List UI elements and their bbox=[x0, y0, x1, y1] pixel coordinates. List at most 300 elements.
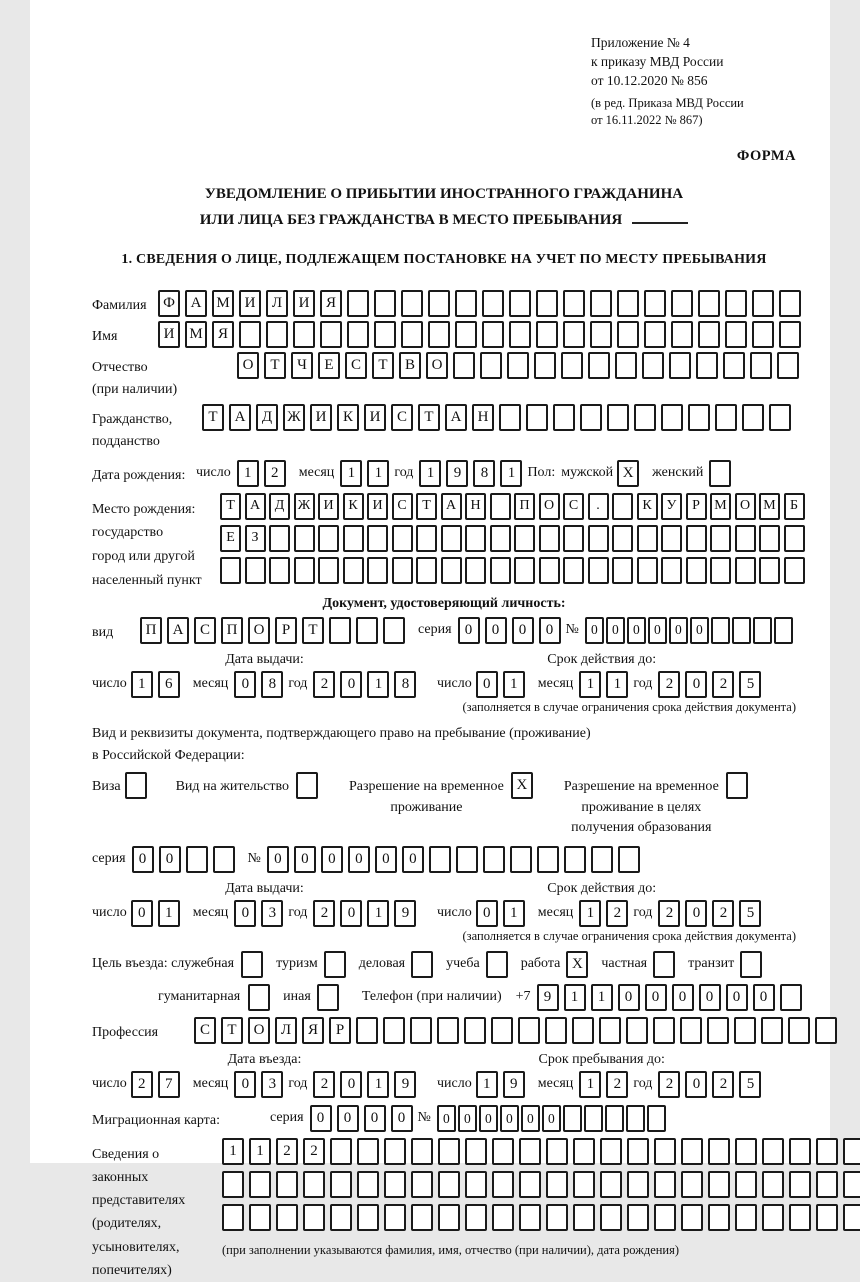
char-box[interactable] bbox=[605, 1105, 624, 1132]
char-box[interactable] bbox=[276, 1171, 298, 1198]
char-box[interactable]: 1 bbox=[367, 671, 389, 698]
male-checkbox[interactable]: X bbox=[617, 460, 639, 487]
char-box[interactable]: 0 bbox=[685, 671, 707, 698]
entry-day-boxes[interactable] bbox=[131, 1071, 185, 1098]
char-box[interactable]: И bbox=[293, 290, 315, 317]
char-box[interactable]: 0 bbox=[131, 900, 153, 927]
char-box[interactable]: Е bbox=[220, 525, 241, 552]
char-box[interactable] bbox=[680, 1017, 702, 1044]
char-box[interactable] bbox=[708, 1204, 730, 1231]
char-box[interactable]: 0 bbox=[669, 617, 688, 644]
char-box[interactable] bbox=[769, 404, 791, 431]
char-box[interactable] bbox=[347, 290, 369, 317]
char-box[interactable] bbox=[384, 1138, 406, 1165]
char-box[interactable]: 0 bbox=[618, 984, 640, 1011]
char-box[interactable] bbox=[612, 525, 633, 552]
char-box[interactable]: М bbox=[759, 493, 780, 520]
char-box[interactable]: 2 bbox=[658, 1071, 680, 1098]
char-box[interactable] bbox=[539, 525, 560, 552]
char-box[interactable] bbox=[356, 617, 378, 644]
char-box[interactable] bbox=[465, 1138, 487, 1165]
char-box[interactable] bbox=[526, 404, 548, 431]
char-box[interactable]: Л bbox=[266, 290, 288, 317]
char-box[interactable]: 2 bbox=[264, 460, 286, 487]
char-box[interactable]: 0 bbox=[648, 617, 667, 644]
char-box[interactable]: 1 bbox=[419, 460, 441, 487]
resdoc-issue-month[interactable] bbox=[234, 900, 288, 927]
char-box[interactable] bbox=[330, 1204, 352, 1231]
char-box[interactable]: 2 bbox=[658, 900, 680, 927]
char-box[interactable]: Т bbox=[372, 352, 394, 379]
char-box[interactable]: И bbox=[310, 404, 332, 431]
birthplace-line3-boxes[interactable] bbox=[220, 557, 808, 584]
char-box[interactable] bbox=[374, 290, 396, 317]
char-box[interactable] bbox=[411, 1171, 433, 1198]
char-box[interactable] bbox=[245, 557, 266, 584]
char-box[interactable] bbox=[653, 1017, 675, 1044]
char-box[interactable] bbox=[647, 1105, 666, 1132]
char-box[interactable]: 0 bbox=[458, 617, 480, 644]
resdoc-number-boxes[interactable] bbox=[267, 846, 645, 873]
char-box[interactable] bbox=[563, 557, 584, 584]
char-box[interactable] bbox=[545, 1017, 567, 1044]
char-box[interactable] bbox=[303, 1171, 325, 1198]
char-box[interactable] bbox=[572, 1017, 594, 1044]
char-box[interactable] bbox=[642, 352, 664, 379]
char-box[interactable]: 9 bbox=[503, 1071, 525, 1098]
char-box[interactable]: 0 bbox=[539, 617, 561, 644]
char-box[interactable] bbox=[561, 352, 583, 379]
char-box[interactable] bbox=[671, 321, 693, 348]
resdoc-series-boxes[interactable] bbox=[132, 846, 240, 873]
char-box[interactable]: Е bbox=[318, 352, 340, 379]
char-box[interactable] bbox=[347, 321, 369, 348]
char-box[interactable] bbox=[490, 525, 511, 552]
char-box[interactable]: З bbox=[245, 525, 266, 552]
char-box[interactable] bbox=[367, 525, 388, 552]
char-box[interactable] bbox=[789, 1171, 811, 1198]
char-box[interactable] bbox=[441, 557, 462, 584]
char-box[interactable]: 5 bbox=[739, 1071, 761, 1098]
char-box[interactable]: 0 bbox=[726, 984, 748, 1011]
char-box[interactable] bbox=[428, 290, 450, 317]
char-box[interactable]: И bbox=[239, 290, 261, 317]
iddoc-valid-month[interactable] bbox=[579, 671, 633, 698]
char-box[interactable] bbox=[753, 617, 772, 644]
char-box[interactable]: Ж bbox=[283, 404, 305, 431]
char-box[interactable] bbox=[514, 525, 535, 552]
char-box[interactable] bbox=[383, 617, 405, 644]
char-box[interactable] bbox=[465, 1171, 487, 1198]
char-box[interactable]: 0 bbox=[310, 1105, 332, 1132]
iddoc-issue-month[interactable] bbox=[234, 671, 288, 698]
char-box[interactable] bbox=[612, 493, 633, 520]
char-box[interactable]: 5 bbox=[739, 900, 761, 927]
char-box[interactable] bbox=[546, 1204, 568, 1231]
char-box[interactable] bbox=[686, 525, 707, 552]
char-box[interactable]: 8 bbox=[473, 460, 495, 487]
char-box[interactable] bbox=[438, 1138, 460, 1165]
char-box[interactable] bbox=[627, 1171, 649, 1198]
char-box[interactable] bbox=[843, 1171, 860, 1198]
char-box[interactable]: Н bbox=[465, 493, 486, 520]
char-box[interactable]: Л bbox=[275, 1017, 297, 1044]
char-box[interactable]: К bbox=[343, 493, 364, 520]
char-box[interactable]: Б bbox=[784, 493, 805, 520]
char-box[interactable] bbox=[384, 1204, 406, 1231]
char-box[interactable] bbox=[490, 557, 511, 584]
char-box[interactable]: 1 bbox=[591, 984, 613, 1011]
char-box[interactable] bbox=[789, 1204, 811, 1231]
rvp-checkbox[interactable]: X bbox=[511, 772, 533, 799]
char-box[interactable] bbox=[294, 557, 315, 584]
char-box[interactable]: 5 bbox=[739, 671, 761, 698]
char-box[interactable] bbox=[249, 1204, 271, 1231]
char-box[interactable]: 8 bbox=[394, 671, 416, 698]
firstname-boxes[interactable] bbox=[158, 321, 806, 348]
char-box[interactable] bbox=[843, 1204, 860, 1231]
representatives-line3-boxes[interactable] bbox=[222, 1204, 860, 1231]
birthplace-line1-boxes[interactable] bbox=[220, 493, 808, 520]
char-box[interactable] bbox=[626, 1017, 648, 1044]
char-box[interactable] bbox=[780, 984, 802, 1011]
char-box[interactable] bbox=[416, 557, 437, 584]
char-box[interactable]: . bbox=[588, 493, 609, 520]
char-box[interactable]: Д bbox=[256, 404, 278, 431]
char-box[interactable] bbox=[698, 290, 720, 317]
char-box[interactable]: 0 bbox=[485, 617, 507, 644]
char-box[interactable] bbox=[752, 290, 774, 317]
char-box[interactable] bbox=[734, 1017, 756, 1044]
char-box[interactable] bbox=[429, 846, 451, 873]
char-box[interactable] bbox=[455, 290, 477, 317]
char-box[interactable]: 2 bbox=[712, 900, 734, 927]
char-box[interactable] bbox=[455, 321, 477, 348]
char-box[interactable] bbox=[320, 321, 342, 348]
char-box[interactable] bbox=[681, 1138, 703, 1165]
char-box[interactable]: 0 bbox=[364, 1105, 386, 1132]
char-box[interactable]: 1 bbox=[222, 1138, 244, 1165]
char-box[interactable] bbox=[492, 1138, 514, 1165]
resdoc-issue-day[interactable] bbox=[131, 900, 185, 927]
char-box[interactable]: Т bbox=[221, 1017, 243, 1044]
char-box[interactable]: С bbox=[563, 493, 584, 520]
char-box[interactable]: 0 bbox=[437, 1105, 456, 1132]
char-box[interactable] bbox=[710, 525, 731, 552]
char-box[interactable] bbox=[725, 321, 747, 348]
representatives-line1-boxes[interactable] bbox=[222, 1138, 860, 1165]
char-box[interactable] bbox=[509, 290, 531, 317]
char-box[interactable]: 9 bbox=[394, 1071, 416, 1098]
char-box[interactable]: 2 bbox=[313, 900, 335, 927]
residence-permit-checkbox[interactable] bbox=[296, 772, 318, 799]
char-box[interactable] bbox=[491, 1017, 513, 1044]
char-box[interactable]: 0 bbox=[690, 617, 709, 644]
char-box[interactable]: 6 bbox=[158, 671, 180, 698]
char-box[interactable] bbox=[356, 1017, 378, 1044]
char-box[interactable] bbox=[269, 525, 290, 552]
char-box[interactable]: 1 bbox=[500, 460, 522, 487]
char-box[interactable]: К bbox=[337, 404, 359, 431]
char-box[interactable]: 0 bbox=[672, 984, 694, 1011]
char-box[interactable] bbox=[708, 1138, 730, 1165]
char-box[interactable]: 2 bbox=[606, 1071, 628, 1098]
char-box[interactable]: М bbox=[185, 321, 207, 348]
char-box[interactable] bbox=[573, 1171, 595, 1198]
char-box[interactable] bbox=[637, 525, 658, 552]
char-box[interactable] bbox=[534, 352, 556, 379]
char-box[interactable] bbox=[464, 1017, 486, 1044]
char-box[interactable]: А bbox=[441, 493, 462, 520]
char-box[interactable] bbox=[762, 1171, 784, 1198]
char-box[interactable] bbox=[374, 321, 396, 348]
char-box[interactable] bbox=[681, 1171, 703, 1198]
char-box[interactable]: 0 bbox=[699, 984, 721, 1011]
char-box[interactable] bbox=[510, 846, 532, 873]
char-box[interactable]: 2 bbox=[606, 900, 628, 927]
char-box[interactable] bbox=[357, 1138, 379, 1165]
char-box[interactable] bbox=[590, 321, 612, 348]
resdoc-valid-day[interactable] bbox=[476, 900, 530, 927]
char-box[interactable] bbox=[707, 1017, 729, 1044]
char-box[interactable]: 0 bbox=[753, 984, 775, 1011]
char-box[interactable]: 0 bbox=[585, 617, 604, 644]
char-box[interactable]: 0 bbox=[542, 1105, 561, 1132]
char-box[interactable]: 0 bbox=[685, 1071, 707, 1098]
char-box[interactable] bbox=[269, 557, 290, 584]
char-box[interactable]: Я bbox=[212, 321, 234, 348]
surname-boxes[interactable] bbox=[158, 290, 806, 317]
char-box[interactable]: И bbox=[364, 404, 386, 431]
char-box[interactable] bbox=[563, 1105, 582, 1132]
char-box[interactable]: 0 bbox=[294, 846, 316, 873]
char-box[interactable]: А bbox=[185, 290, 207, 317]
char-box[interactable]: С bbox=[345, 352, 367, 379]
char-box[interactable]: 2 bbox=[658, 671, 680, 698]
char-box[interactable]: Ч bbox=[291, 352, 313, 379]
char-box[interactable] bbox=[588, 525, 609, 552]
char-box[interactable]: 0 bbox=[234, 900, 256, 927]
char-box[interactable] bbox=[816, 1204, 838, 1231]
char-box[interactable]: 0 bbox=[267, 846, 289, 873]
char-box[interactable]: 7 bbox=[158, 1071, 180, 1098]
transit-checkbox[interactable] bbox=[740, 951, 762, 978]
patronymic-boxes[interactable] bbox=[237, 352, 804, 379]
char-box[interactable] bbox=[546, 1171, 568, 1198]
char-box[interactable] bbox=[617, 290, 639, 317]
char-box[interactable] bbox=[627, 1138, 649, 1165]
char-box[interactable]: 0 bbox=[132, 846, 154, 873]
char-box[interactable] bbox=[762, 1204, 784, 1231]
char-box[interactable] bbox=[563, 321, 585, 348]
char-box[interactable] bbox=[490, 493, 511, 520]
char-box[interactable]: Р bbox=[686, 493, 707, 520]
char-box[interactable] bbox=[777, 352, 799, 379]
visa-checkbox[interactable] bbox=[125, 772, 147, 799]
char-box[interactable] bbox=[222, 1204, 244, 1231]
char-box[interactable]: О bbox=[237, 352, 259, 379]
char-box[interactable] bbox=[671, 290, 693, 317]
char-box[interactable] bbox=[644, 290, 666, 317]
char-box[interactable]: 1 bbox=[340, 460, 362, 487]
char-box[interactable] bbox=[539, 557, 560, 584]
char-box[interactable]: С bbox=[194, 617, 216, 644]
char-box[interactable]: 2 bbox=[313, 671, 335, 698]
char-box[interactable]: 0 bbox=[476, 671, 498, 698]
study-checkbox[interactable] bbox=[486, 951, 508, 978]
char-box[interactable] bbox=[590, 290, 612, 317]
char-box[interactable]: С bbox=[194, 1017, 216, 1044]
char-box[interactable] bbox=[742, 404, 764, 431]
char-box[interactable]: 0 bbox=[234, 671, 256, 698]
char-box[interactable]: И bbox=[367, 493, 388, 520]
char-box[interactable]: 0 bbox=[479, 1105, 498, 1132]
char-box[interactable]: А bbox=[229, 404, 251, 431]
char-box[interactable] bbox=[816, 1138, 838, 1165]
char-box[interactable]: 3 bbox=[261, 900, 283, 927]
char-box[interactable] bbox=[428, 321, 450, 348]
char-box[interactable]: 0 bbox=[685, 900, 707, 927]
char-box[interactable]: Т bbox=[416, 493, 437, 520]
char-box[interactable] bbox=[774, 617, 793, 644]
char-box[interactable] bbox=[383, 1017, 405, 1044]
char-box[interactable]: 0 bbox=[645, 984, 667, 1011]
char-box[interactable] bbox=[735, 525, 756, 552]
migcard-series-boxes[interactable] bbox=[310, 1105, 418, 1132]
char-box[interactable] bbox=[453, 352, 475, 379]
char-box[interactable] bbox=[294, 525, 315, 552]
char-box[interactable]: 1 bbox=[131, 671, 153, 698]
iddoc-number-boxes[interactable] bbox=[585, 617, 795, 644]
char-box[interactable] bbox=[518, 1017, 540, 1044]
iddoc-valid-year[interactable] bbox=[658, 671, 766, 698]
migcard-number-boxes[interactable] bbox=[437, 1105, 668, 1132]
char-box[interactable] bbox=[564, 846, 586, 873]
char-box[interactable] bbox=[669, 352, 691, 379]
char-box[interactable]: У bbox=[661, 493, 682, 520]
char-box[interactable] bbox=[536, 290, 558, 317]
char-box[interactable] bbox=[519, 1138, 541, 1165]
stay-month-boxes[interactable] bbox=[579, 1071, 633, 1098]
char-box[interactable] bbox=[644, 321, 666, 348]
char-box[interactable]: А bbox=[245, 493, 266, 520]
char-box[interactable]: О bbox=[539, 493, 560, 520]
char-box[interactable] bbox=[213, 846, 235, 873]
char-box[interactable] bbox=[584, 1105, 603, 1132]
iddoc-series-boxes[interactable] bbox=[458, 617, 566, 644]
char-box[interactable] bbox=[276, 1204, 298, 1231]
char-box[interactable] bbox=[710, 557, 731, 584]
char-box[interactable] bbox=[293, 321, 315, 348]
business-checkbox[interactable] bbox=[411, 951, 433, 978]
iddoc-issue-day[interactable] bbox=[131, 671, 185, 698]
birth-year-boxes[interactable] bbox=[419, 460, 527, 487]
char-box[interactable]: 1 bbox=[367, 900, 389, 927]
char-box[interactable] bbox=[563, 525, 584, 552]
char-box[interactable] bbox=[441, 525, 462, 552]
char-box[interactable]: 2 bbox=[131, 1071, 153, 1098]
char-box[interactable]: 3 bbox=[261, 1071, 283, 1098]
char-box[interactable] bbox=[465, 557, 486, 584]
char-box[interactable]: 0 bbox=[337, 1105, 359, 1132]
char-box[interactable] bbox=[465, 525, 486, 552]
char-box[interactable]: 2 bbox=[712, 671, 734, 698]
char-box[interactable]: 0 bbox=[340, 671, 362, 698]
char-box[interactable]: Т bbox=[302, 617, 324, 644]
char-box[interactable] bbox=[537, 846, 559, 873]
char-box[interactable] bbox=[546, 1138, 568, 1165]
char-box[interactable] bbox=[519, 1171, 541, 1198]
char-box[interactable] bbox=[465, 1204, 487, 1231]
char-box[interactable] bbox=[779, 290, 801, 317]
char-box[interactable]: Д bbox=[269, 493, 290, 520]
official-checkbox[interactable] bbox=[241, 951, 263, 978]
char-box[interactable]: 1 bbox=[158, 900, 180, 927]
char-box[interactable] bbox=[357, 1204, 379, 1231]
char-box[interactable] bbox=[303, 1204, 325, 1231]
char-box[interactable]: И bbox=[318, 493, 339, 520]
char-box[interactable] bbox=[384, 1171, 406, 1198]
char-box[interactable] bbox=[761, 1017, 783, 1044]
work-checkbox[interactable]: X bbox=[566, 951, 588, 978]
char-box[interactable]: А bbox=[445, 404, 467, 431]
char-box[interactable] bbox=[735, 1204, 757, 1231]
char-box[interactable] bbox=[661, 557, 682, 584]
char-box[interactable]: 1 bbox=[237, 460, 259, 487]
char-box[interactable] bbox=[708, 1171, 730, 1198]
char-box[interactable] bbox=[779, 321, 801, 348]
char-box[interactable]: 0 bbox=[521, 1105, 540, 1132]
char-box[interactable]: 0 bbox=[606, 617, 625, 644]
char-box[interactable]: С bbox=[392, 493, 413, 520]
char-box[interactable] bbox=[752, 321, 774, 348]
char-box[interactable]: И bbox=[158, 321, 180, 348]
char-box[interactable] bbox=[186, 846, 208, 873]
char-box[interactable] bbox=[588, 352, 610, 379]
char-box[interactable] bbox=[696, 352, 718, 379]
char-box[interactable]: Т bbox=[418, 404, 440, 431]
char-box[interactable] bbox=[329, 617, 351, 644]
char-box[interactable]: 2 bbox=[276, 1138, 298, 1165]
char-box[interactable]: 1 bbox=[579, 1071, 601, 1098]
char-box[interactable]: 0 bbox=[512, 617, 534, 644]
char-box[interactable]: 0 bbox=[402, 846, 424, 873]
char-box[interactable]: О bbox=[735, 493, 756, 520]
resdoc-issue-year[interactable] bbox=[313, 900, 421, 927]
char-box[interactable]: Т bbox=[202, 404, 224, 431]
other-purpose-checkbox[interactable] bbox=[317, 984, 339, 1011]
char-box[interactable]: 1 bbox=[367, 1071, 389, 1098]
char-box[interactable] bbox=[735, 557, 756, 584]
char-box[interactable] bbox=[723, 352, 745, 379]
char-box[interactable] bbox=[607, 404, 629, 431]
char-box[interactable] bbox=[220, 557, 241, 584]
entry-year-boxes[interactable] bbox=[313, 1071, 421, 1098]
char-box[interactable]: 0 bbox=[348, 846, 370, 873]
birth-day-boxes[interactable] bbox=[237, 460, 291, 487]
char-box[interactable] bbox=[507, 352, 529, 379]
char-box[interactable]: 9 bbox=[446, 460, 468, 487]
char-box[interactable] bbox=[711, 617, 730, 644]
char-box[interactable]: 1 bbox=[564, 984, 586, 1011]
char-box[interactable]: 0 bbox=[500, 1105, 519, 1132]
char-box[interactable] bbox=[357, 1171, 379, 1198]
char-box[interactable] bbox=[789, 1138, 811, 1165]
char-box[interactable]: 1 bbox=[579, 900, 601, 927]
char-box[interactable] bbox=[654, 1171, 676, 1198]
private-checkbox[interactable] bbox=[653, 951, 675, 978]
char-box[interactable] bbox=[617, 321, 639, 348]
